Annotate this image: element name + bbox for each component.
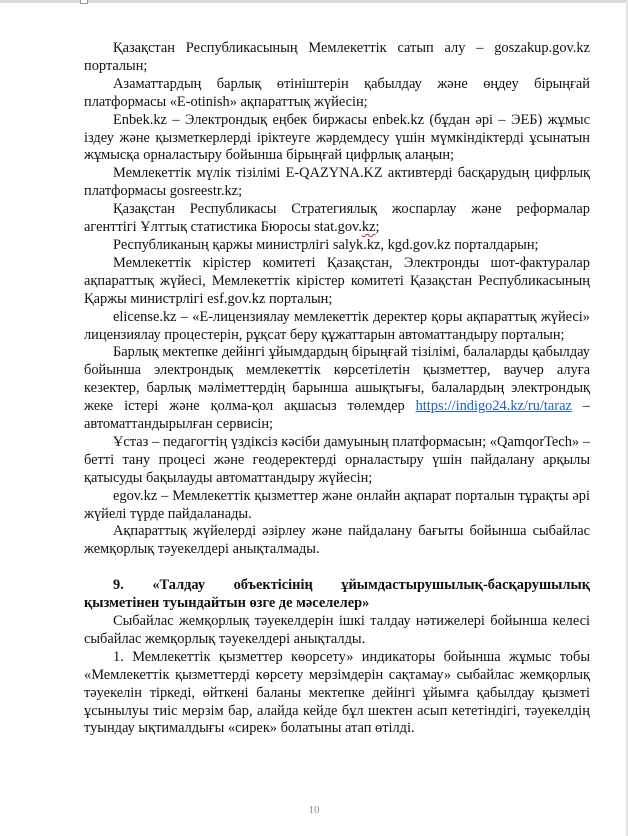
paragraph-indigo (84, 344, 590, 434)
page-top-edge (0, 0, 628, 3)
paragraph-stat-end: ; (375, 219, 380, 236)
paragraph-egov: egov.kz – Мемлекеттік қызметтер және онлайн ақпарат порталын тұрақты әрі жүйелі түрде пайдаланады. (84, 487, 590, 522)
paragraph-enbek: Enbek.kz – Электрондық еңбек биржасы enbek.kz (бұдан әрі – ЭЕБ) жұмыс іздеу және қызметкерлерді іріктеуге жәрдемдесу үшін мүмкіндіктерді ұсынатын жұмысқа орналастыру бойынша бірыңғай цифрлық алаңын; (84, 111, 590, 164)
document-body (84, 40, 590, 738)
blank-line (84, 559, 590, 577)
paragraph-esf: Мемлекеттік кірістер комитеті Қазақстан, Электронды шот-фактуралар ақпараттық жүйесі, Мемлекеттік кірістер комитеті Қазақстан Республикасының Қаржы министрлігі esf.gov.kz порталын; (84, 254, 590, 307)
paragraph-elicense: elicense.kz – «Е-лицензиялау мемлекеттік деректер қоры ақпараттық жүйесі» лицензиялау процестерін, рұқсат беру құжаттарын автоматтандыру порталын; (84, 308, 590, 343)
paragraph-salyk: Республиканың қаржы министрлігі salyk.kz, kgd.gov.kz порталдарын; (113, 236, 539, 253)
paragraph-stat-text: Қазақстан Республикасы Стратегиялық жоспарлау және реформалар агенттігі Ұлттық статистика Бюросы stat.gov. (84, 201, 590, 236)
paragraph-indigo-text: Барлық мектепке дейінгі ұйымдардың бірыңғай тізілімі, балаларды қабылдау бойынша электрондық мемлекеттік көрсетілетін қызметтер, ваучер алуға кезектер, барлық мәліметтердің барынша ашықтығы, балалардың электрондық жеке істері және қолма-қол ақшасыз төлемдер (84, 344, 590, 415)
paragraph-risk-1: 1. Мемлекеттік қызметтер көорсету» индикаторы бойынша жұмыс тобы «Мемлекеттік қызметтерді көрсету мерзімдерін сақтамау» сыбайлас жемқорлық тәуекелін тіркеді, өйткені баланы мектепке дейінгі ұйымға қабылдау қызметі ұсынылуы тиіс мерзім бар, алайда кейде бұл шектен асып кететіндігі, тәуекелдің туындау ықтималдығы «сирек» болатыны атап өтілді. (84, 648, 590, 737)
indigo24-link[interactable]: https://indigo24.kz/ru/taraz (415, 398, 572, 415)
section-heading: 9. «Талдау объектісінің ұйымдастырушылық-басқарушылық қызметінен туындайтын өзге де мәселелер» (84, 577, 590, 612)
page-corner-mark (80, 0, 88, 4)
paragraph-e-otinish: Азаматтардың барлық өтініштерін қабылдау және өңдеу бірыңғай платформасы «E-otinish» ақпараттық жүйесін; (84, 75, 590, 110)
paragraph-internal-analysis: Сыбайлас жемқорлық тәуекелдерін ішкі талдау нәтижелері бойынша келесі сыбайлас жемқорлық тәуекелдері анықталды. (84, 612, 590, 647)
paragraph-indigo-end: – автоматтандырылған сервисін; (84, 398, 590, 433)
paragraph-stat (84, 201, 590, 237)
spellcheck-underlined-word: kz (361, 219, 376, 236)
paragraph-goszakup: Қазақстан Республикасының Мемлекеттік сатып алу – goszakup.gov.kz порталын; (84, 40, 590, 74)
paragraph-ustaz: Ұстаз – педагогтің үздіксіз кәсіби дамуының платформасын; «QamqorTech» – бетті тану процесі және геодеректерді орналастыру үшін пайдалану арқылы қатысуды бақылауды автоматтандыру жүйесін; (84, 433, 590, 486)
page-number: 10 (308, 804, 320, 816)
paragraph-e-qazyna: Мемлекеттік мүлік тізілімі E-QAZYNA.KZ активтерді басқарудың цифрлық платформасы gosreestr.kz; (84, 165, 590, 200)
paragraph-conclusion: Ақпараттық жүйелерді әзірлеу және пайдалану бағыты бойынша сыбайлас жемқорлық тәуекелдері анықталмады. (84, 523, 590, 558)
